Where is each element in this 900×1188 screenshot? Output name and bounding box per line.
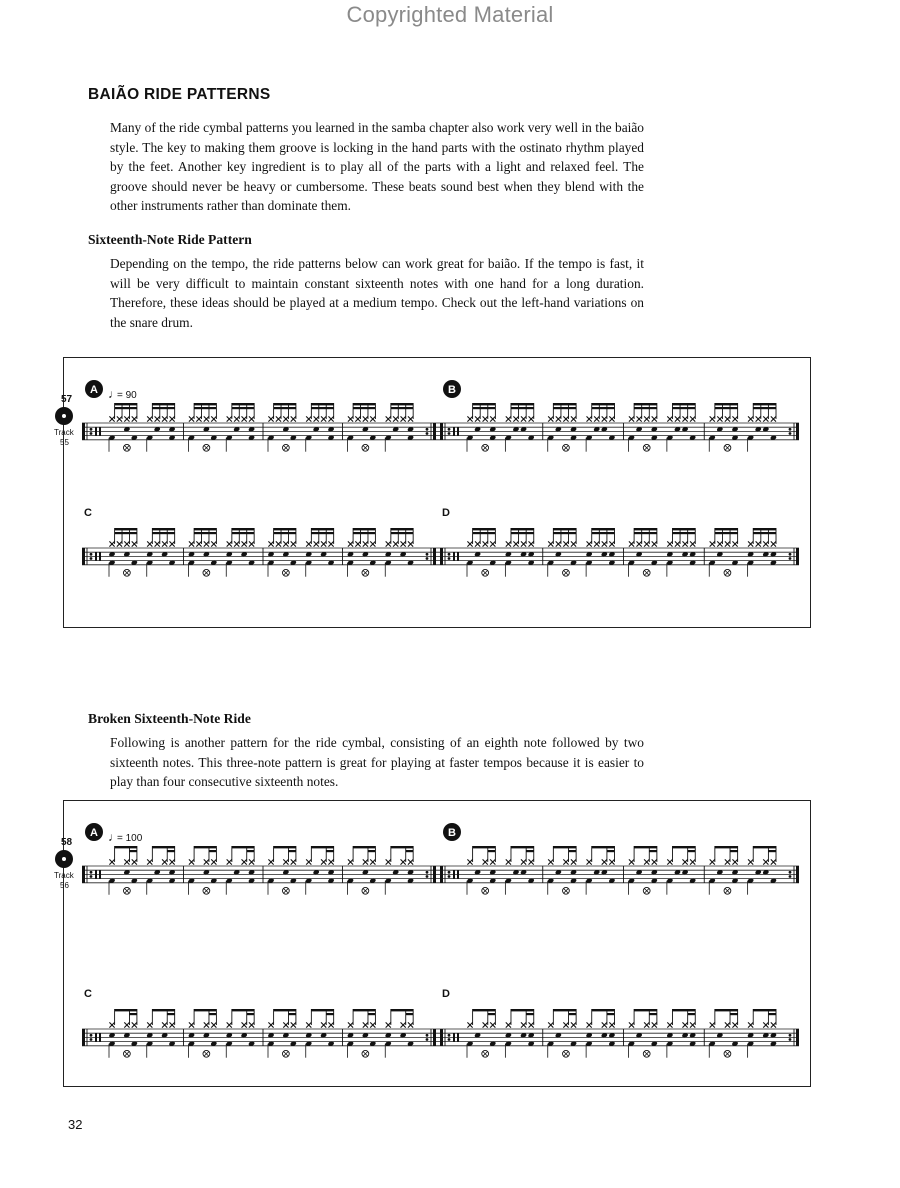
ride-beam-secondary [209,850,216,852]
pattern-label-a: A [90,384,98,396]
ride-beam-secondary [406,1013,413,1015]
repeat-dot [426,428,429,431]
percussion-clef [453,427,455,435]
repeat-dot [90,871,93,874]
ride-beam-secondary [649,850,657,852]
ride-beam-secondary [473,407,496,409]
ride-beam-primary [511,1009,534,1011]
ride-beam-secondary [194,407,216,409]
ride-beam-secondary [194,532,216,534]
ride-beam-secondary [569,1013,577,1015]
ride-beam-primary [311,1009,333,1011]
percussion-clef [95,870,97,878]
ride-beam-primary [152,528,174,530]
ride-beam-primary [753,846,776,848]
track-label: Track [54,871,74,880]
ride-beam-primary [353,403,375,405]
repeat-thick-bar [82,548,85,565]
notation-box-example-58 [54,800,811,1087]
ride-beam-secondary [247,1013,254,1015]
ride-beam-secondary [607,1013,615,1015]
ride-beam-secondary [247,850,254,852]
ride-beam-secondary [167,1013,174,1015]
copyright-watermark: Copyrighted Material [346,2,554,27]
ride-beam-secondary [511,407,534,409]
ride-beam-primary [592,528,615,530]
percussion-clef [99,1033,101,1041]
ride-beam-secondary [730,1013,738,1015]
percussion-clef [457,427,459,435]
repeat-thick-bar [796,548,799,565]
repeat-thick-bar [82,866,85,883]
ride-beam-secondary [715,407,738,409]
drum-notation-example-58 [54,801,812,1088]
ride-beam-primary [274,528,296,530]
ride-beam-secondary [353,407,375,409]
ride-beam-primary [592,403,615,405]
ride-beam-secondary [368,850,375,852]
ride-beam-secondary [391,532,413,534]
cd-icon-hole [62,857,66,861]
ride-beam-secondary [553,532,576,534]
subsection-text-broken: Following is another pattern for the ride cymbal, consisting of an eighth note followed by two sixteenth notes. This three-note pattern is great for playing at faster tempos because it is easier to play than four consecutive sixteenth notes. [110,735,644,790]
ride-beam-primary [634,846,657,848]
ride-beam-secondary [115,532,137,534]
ride-beam-secondary [592,532,615,534]
ride-beam-primary [553,1009,576,1011]
repeat-dot [90,432,93,435]
repeat-dot [448,553,451,556]
repeat-dot [426,1034,429,1037]
ride-beam-primary [753,1009,776,1011]
tempo-marking: = 90 [117,390,137,401]
ride-beam-primary [592,1009,615,1011]
repeat-dot [426,875,429,878]
ride-beam-primary [353,1009,375,1011]
tempo-marking: = 100 [117,833,143,844]
repeat-dot [789,1038,792,1041]
pattern-label-c: C [84,988,92,1000]
repeat-dot [448,557,451,560]
ride-beam-primary [391,846,413,848]
ride-beam-secondary [288,850,295,852]
example-number: 58 [61,837,73,848]
ride-beam-secondary [115,407,137,409]
repeat-thick-bar [82,423,85,440]
ride-beam-secondary [672,407,695,409]
repeat-dot [448,1034,451,1037]
ride-beam-secondary [326,1013,333,1015]
ride-beam-primary [511,846,534,848]
track-number: 55 [60,438,69,447]
percussion-clef [99,870,101,878]
ride-beam-primary [232,846,254,848]
ride-beam-primary [511,403,534,405]
ride-beam-primary [194,528,216,530]
ride-beam-primary [391,403,413,405]
ride-beam-primary [553,403,576,405]
example-number: 57 [61,394,73,405]
pattern-label-b: B [448,384,456,396]
percussion-clef [95,427,97,435]
repeat-dot [448,871,451,874]
ride-beam-secondary [715,532,738,534]
intro-paragraph: Many of the ride cymbal patterns you learned in the samba chapter also work very well in the baião style. The key to making them groove is locking in the hand parts with the ostinato rhythm played by the feet. Another key ingredient is to play all of the parts with a light and relaxed feel. The groove should never be heavy or cumbersome. These beats sound best when they blend with the other instruments rather than dominate them. [110,120,644,214]
ride-beam-secondary [488,1013,496,1015]
ride-beam-secondary [511,532,534,534]
repeat-dot [789,1034,792,1037]
ride-beam-primary [232,528,254,530]
page-number: 32 [68,1117,83,1132]
track-label: Track [54,428,74,437]
ride-beam-primary [115,1009,137,1011]
ride-beam-primary [753,528,776,530]
ride-beam-primary [194,846,216,848]
ride-beam-secondary [167,850,174,852]
percussion-clef [95,1033,97,1041]
percussion-clef [99,427,101,435]
ride-beam-primary [473,403,496,405]
ride-beam-secondary [129,1013,136,1015]
ride-beam-primary [473,846,496,848]
ride-beam-primary [115,846,137,848]
drum-notation-example-57 [54,358,812,629]
ride-beam-secondary [688,1013,696,1015]
ride-beam-primary [553,528,576,530]
ride-beam-primary [634,528,657,530]
repeat-dot [426,871,429,874]
ride-beam-primary [152,846,174,848]
ride-beam-primary [391,1009,413,1011]
repeat-dot [789,557,792,560]
repeat-dot [90,428,93,431]
ride-beam-primary [232,1009,254,1011]
ride-beam-primary [753,403,776,405]
ride-beam-secondary [607,850,615,852]
ride-beam-primary [311,846,333,848]
ride-beam-secondary [288,1013,295,1015]
ride-beam-secondary [274,532,296,534]
ride-beam-primary [672,403,695,405]
percussion-clef [453,870,455,878]
pattern-label-b: B [448,827,456,839]
ride-beam-secondary [526,1013,534,1015]
ride-beam-secondary [209,1013,216,1015]
ride-beam-secondary [353,532,375,534]
percussion-clef [457,870,459,878]
repeat-thick-bar [440,866,443,883]
repeat-thick-bar [433,423,436,440]
ride-beam-secondary [274,407,296,409]
ride-beam-primary [672,528,695,530]
section-title: BAIÃO RIDE PATTERNS [88,86,271,103]
repeat-thick-bar [440,548,443,565]
ride-beam-primary [115,528,137,530]
repeat-dot [426,553,429,556]
ride-beam-secondary [768,850,776,852]
repeat-thick-bar [440,423,443,440]
repeat-dot [90,1038,93,1041]
pattern-label-c: C [84,507,92,519]
ride-beam-secondary [672,532,695,534]
percussion-clef [457,1033,459,1041]
ride-beam-primary [715,528,738,530]
ride-beam-secondary [391,407,413,409]
ride-beam-primary [311,528,333,530]
ride-beam-primary [353,846,375,848]
ride-beam-primary [672,846,695,848]
ride-beam-secondary [526,850,534,852]
ride-beam-secondary [406,850,413,852]
ride-beam-secondary [152,407,174,409]
percussion-clef [95,552,97,560]
percussion-clef [453,552,455,560]
ride-beam-secondary [232,532,254,534]
ride-beam-secondary [311,407,333,409]
ride-beam-primary [715,846,738,848]
ride-beam-secondary [473,532,496,534]
ride-beam-primary [715,403,738,405]
ride-beam-primary [634,1009,657,1011]
pattern-label-a: A [90,827,98,839]
repeat-dot [448,428,451,431]
track-number: 56 [60,881,69,890]
ride-beam-primary [274,1009,296,1011]
ride-beam-primary [311,403,333,405]
ride-beam-secondary [768,1013,776,1015]
repeat-dot [426,432,429,435]
repeat-thick-bar [433,866,436,883]
repeat-dot [90,557,93,560]
pattern-label-d: D [442,507,450,519]
ride-beam-primary [152,1009,174,1011]
repeat-dot [426,557,429,560]
subsection-text-sixteenth: Depending on the tempo, the ride patterns below can work great for baião. If the tempo is fast, it will be very difficult to maintain constant sixteenth notes with one hand for a long duration. Therefore, these ideas should be played at a medium tempo. Check out the left-hand variations on the snare drum. [110,256,644,330]
ride-beam-secondary [488,850,496,852]
ride-beam-secondary [553,407,576,409]
ride-beam-primary [715,1009,738,1011]
ride-beam-primary [592,846,615,848]
ride-beam-secondary [368,1013,375,1015]
repeat-thick-bar [796,1029,799,1046]
ride-beam-primary [194,403,216,405]
repeat-dot [789,875,792,878]
ride-beam-secondary [634,407,657,409]
ride-beam-primary [232,403,254,405]
tempo-note-icon: ♩ [108,387,120,401]
ride-beam-primary [473,1009,496,1011]
percussion-clef [453,1033,455,1041]
repeat-dot [789,432,792,435]
ride-beam-primary [634,403,657,405]
repeat-thick-bar [440,1029,443,1046]
ride-beam-primary [353,528,375,530]
ride-beam-secondary [688,850,696,852]
tempo-note-icon: ♩ [108,830,120,844]
repeat-dot [90,1034,93,1037]
repeat-dot [789,553,792,556]
ride-beam-secondary [634,532,657,534]
repeat-thick-bar [433,548,436,565]
repeat-dot [789,871,792,874]
ride-beam-primary [274,403,296,405]
repeat-dot [448,875,451,878]
repeat-dot [789,428,792,431]
repeat-dot [426,1038,429,1041]
ride-beam-primary [194,1009,216,1011]
percussion-clef [99,552,101,560]
ride-beam-secondary [753,407,776,409]
ride-beam-secondary [753,532,776,534]
ride-beam-primary [152,403,174,405]
ride-beam-primary [672,1009,695,1011]
ride-beam-secondary [152,532,174,534]
cd-icon-hole [62,414,66,418]
pattern-label-d: D [442,988,450,1000]
subsection-title-broken: Broken Sixteenth-Note Ride [88,711,251,726]
repeat-dot [448,1038,451,1041]
ride-beam-primary [115,403,137,405]
ride-beam-secondary [311,532,333,534]
ride-beam-primary [553,846,576,848]
repeat-dot [90,553,93,556]
ride-beam-secondary [592,407,615,409]
notation-box-example-57 [54,357,811,628]
ride-beam-primary [511,528,534,530]
repeat-thick-bar [433,1029,436,1046]
subsection-title-sixteenth: Sixteenth-Note Ride Pattern [88,232,252,247]
ride-beam-primary [274,846,296,848]
repeat-thick-bar [796,866,799,883]
ride-beam-secondary [129,850,136,852]
repeat-thick-bar [82,1029,85,1046]
repeat-thick-bar [796,423,799,440]
ride-beam-secondary [730,850,738,852]
percussion-clef [457,552,459,560]
ride-beam-secondary [232,407,254,409]
ride-beam-secondary [326,850,333,852]
ride-beam-secondary [649,1013,657,1015]
repeat-dot [90,875,93,878]
ride-beam-secondary [569,850,577,852]
ride-beam-primary [473,528,496,530]
repeat-dot [448,432,451,435]
ride-beam-primary [391,528,413,530]
